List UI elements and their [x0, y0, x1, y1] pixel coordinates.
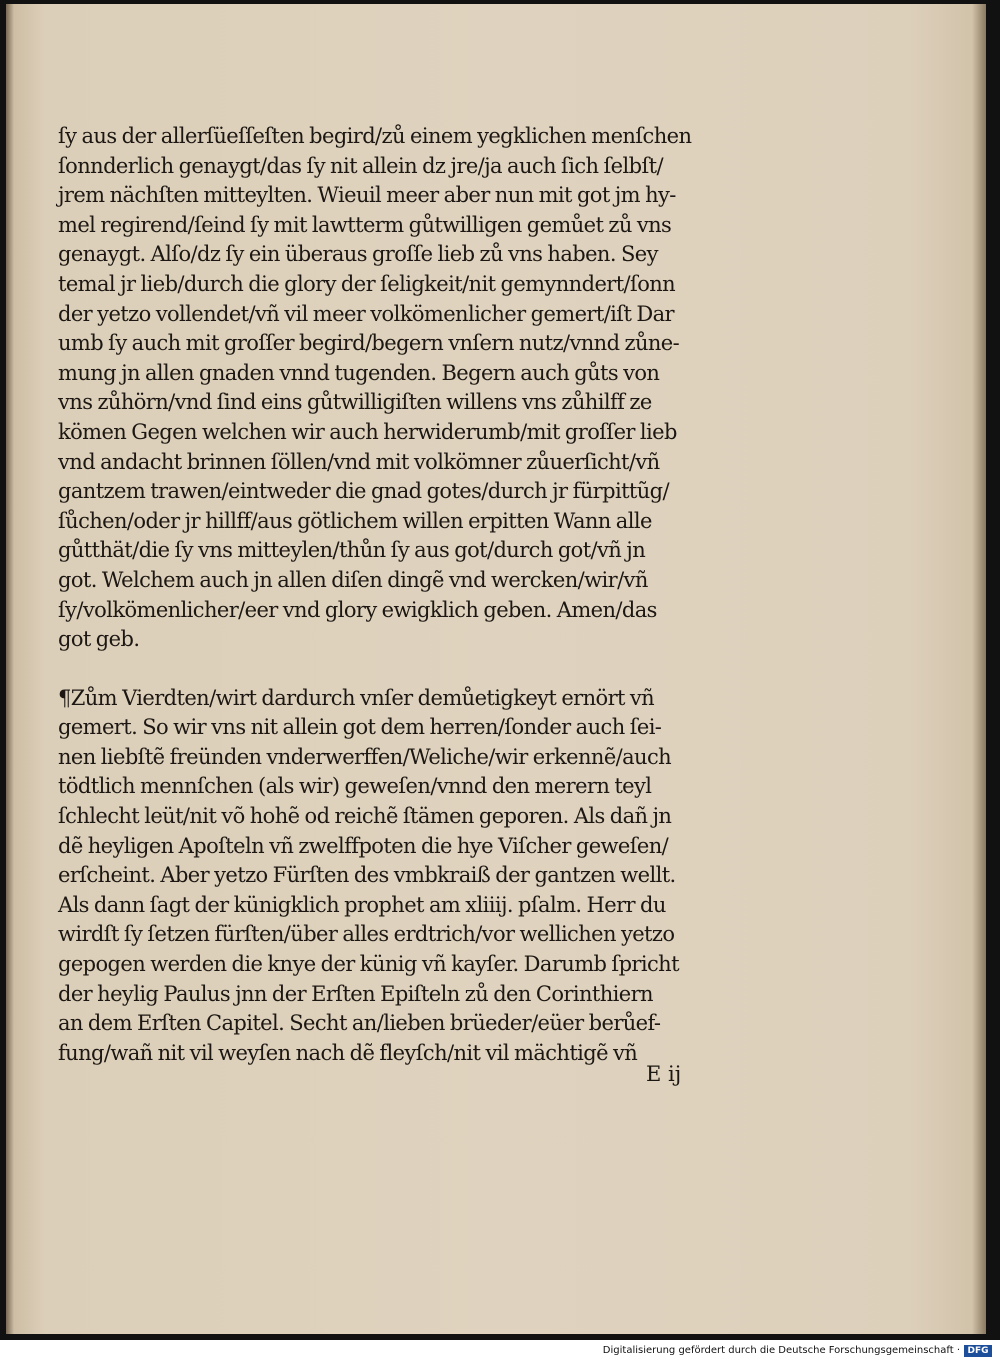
- text-line: temal jr lieb/durch die glory der ſeligkeit/nit gemynndert/ſonn: [58, 271, 676, 296]
- text-line: gůtthät/die ſy vns mitteylen/thůn ſy aus got/durch got/vñ jn: [58, 538, 646, 563]
- text-line: mel regirend/ſeind ſy mit lawtterm gůtwilligen gemůet zů vns: [58, 212, 672, 237]
- text-line: genaygt. Alſo/dz ſy ein überaus groſſe lieb zů vns haben. Sey: [58, 242, 658, 267]
- text-line: ſy aus der allerſüeſſeſten begird/zů einem yegklichen menſchen: [58, 124, 692, 148]
- page-edge-shadow: [972, 4, 986, 1334]
- paragraph-2: [58, 684, 748, 1069]
- text-line: gemert. So wir vns nit allein got dem herren/ſonder auch ſei-: [58, 715, 662, 740]
- text-line: gepogen werden die knye der künig vñ kayſer. Darumb ſpricht: [58, 952, 679, 977]
- text-line: Als dann ſagt der künigklich prophet am xliiij. pſalm. Herr du: [58, 892, 666, 917]
- text-line: ſůchen/oder jr hillff/aus götlichem willen erpitten Wann alle: [58, 508, 652, 533]
- page-gutter-shadow: [6, 4, 14, 1334]
- dfg-logo: DFG: [964, 1345, 992, 1357]
- text-line: fung/wañ nit vil weyſen nach dẽ fleyſch/nit vil mächtigẽ vñ: [58, 1040, 638, 1065]
- text-line: mung jn allen gnaden vnnd tugenden. Begern auch gůts von: [58, 360, 660, 385]
- text-line: an dem Erſten Capitel. Secht an/lieben brüeder/eüer berůef-: [58, 1011, 661, 1036]
- text-line: vns zůhörn/vnd ſind eins gůtwilligiſten willens vns zůhilff ze: [58, 390, 652, 415]
- book-page: [6, 4, 986, 1334]
- text-line: tödtlich mennſchen (als wir) geweſen/vnnd den merern teyl: [58, 774, 652, 799]
- text-line: wirdſt ſy ſetzen fürſten/über alles erdtrich/vor wellichen yetzo: [58, 922, 675, 947]
- text-line: ſonnderlich genaygt/das ſy nit allein dz jre/ja auch ſich ſelbſt/: [58, 153, 663, 178]
- text-line: nen liebſtẽ freünden vnderwerffen/Weliche/wir erkennẽ/auch: [58, 744, 672, 769]
- text-line: ¶Zům Vierdten/wirt dardurch vnſer demůetigkeyt ernört vñ: [58, 685, 655, 710]
- text-line: der heylig Paulus jnn der Erſten Epiſteln zů den Corinthiern: [58, 981, 653, 1006]
- text-line: got geb.: [58, 627, 140, 652]
- funding-credit: Digitalisierung gefördert durch die Deutsche Forschungsgemeinschaft ·: [602, 1345, 960, 1356]
- text-line: der yetzo vollendet/vñ vil meer volkömenlicher gemert/iſt Dar: [58, 301, 674, 326]
- text-line: jrem nächſten mitteylten. Wieuil meer aber nun mit got jm hy-: [58, 183, 676, 208]
- text-line: ſy/volkömenlicher/eer vnd glory ewigklich geben. Amen/das: [58, 597, 657, 622]
- text-line: got. Welchem auch jn allen diſen dingẽ vnd wercken/wir/vñ: [58, 567, 648, 592]
- text-line: erſcheint. Aber yetzo Fürſten des vmbkraiß der gantzen wellt.: [58, 863, 676, 888]
- text-line: umb ſy auch mit groſſer begird/begern vnſern nutz/vnnd zůne-: [58, 331, 680, 356]
- signature-mark: E ij: [646, 1062, 682, 1086]
- text-line: ſchlecht leüt/nit võ hohẽ od reichẽ ſtämen geporen. Als dañ jn: [58, 804, 672, 829]
- body-text: [58, 122, 748, 1068]
- paragraph-1: [58, 122, 748, 655]
- text-line: gantzem trawen/eintweder die gnad gotes/durch jr fürpittũg/: [58, 479, 669, 504]
- paragraph-gap: [58, 655, 748, 684]
- text-line: dẽ heyligen Apoſteln vñ zwelffpoten die hye Viſcher geweſen/: [58, 833, 669, 858]
- text-line: kömen Gegen welchen wir auch herwiderumb/mit groſſer lieb: [58, 419, 677, 444]
- text-line: vnd andacht brinnen ſöllen/vnd mit volkömner zůuerſicht/vñ: [58, 449, 660, 474]
